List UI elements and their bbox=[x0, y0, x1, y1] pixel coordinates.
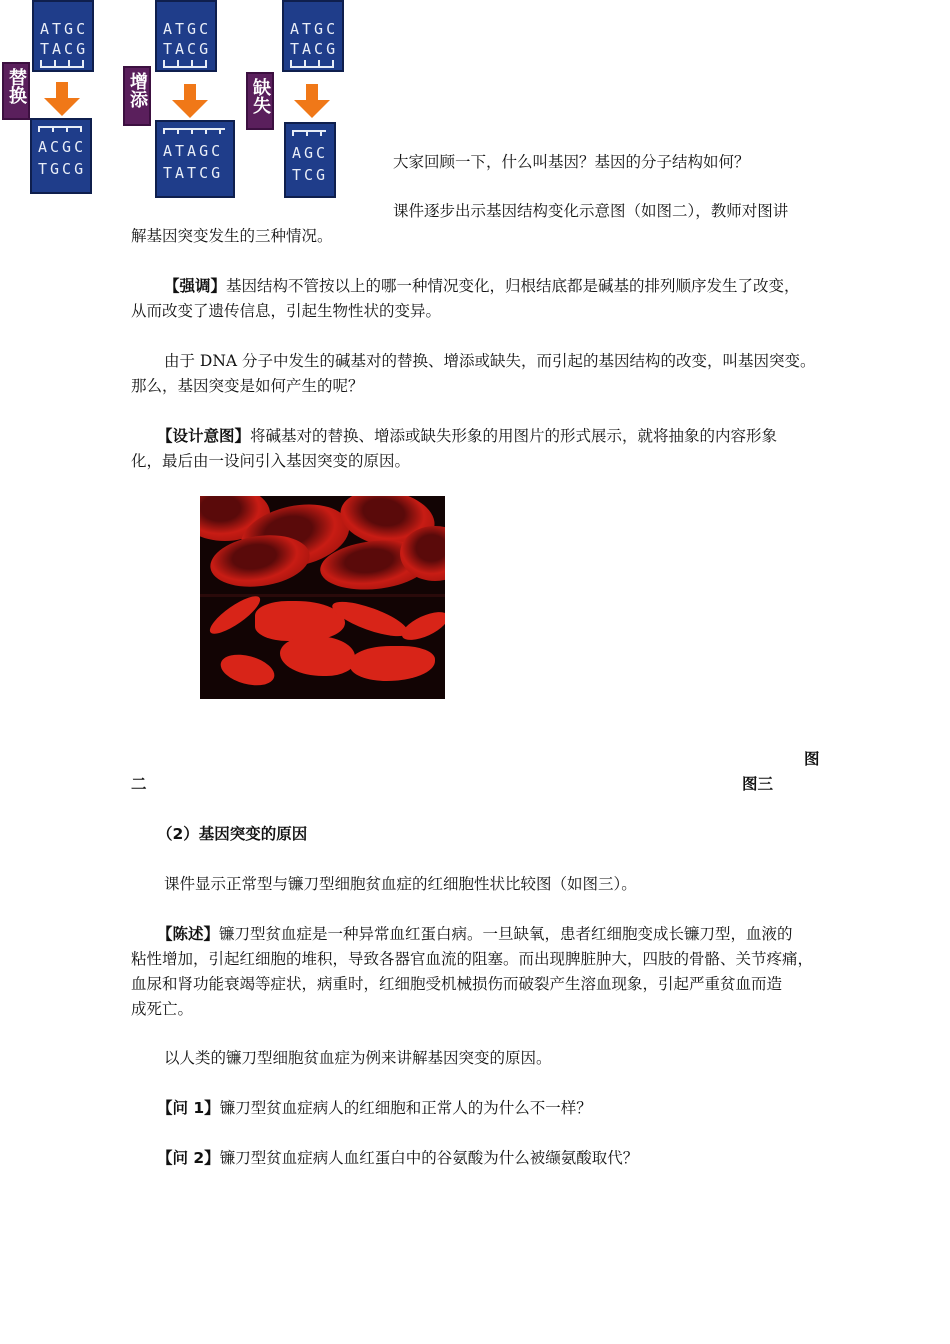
dna-before-substitution bbox=[32, 0, 94, 72]
arrow-down-icon bbox=[172, 84, 208, 120]
paragraph-courseware-figure3: 课件显示正常型与镰刀型细胞贫血症的红细胞性状比较图（如图三）。 bbox=[164, 875, 637, 893]
dna-after-substitution bbox=[30, 118, 92, 194]
dna-strand-top: ATAGC bbox=[163, 142, 224, 160]
paragraph-statement-line4: 成死亡。 bbox=[131, 1000, 194, 1018]
paragraph-definition-line2: 那么，基因突变是如何产生的呢？ bbox=[131, 377, 364, 395]
caption-figure2-part2: 二 bbox=[131, 775, 147, 793]
paragraph-statement-line3: 血尿和肾功能衰竭等症状，病重时，红细胞受机械损伤而破裂产生溶血现象，引起严重贫血而造 bbox=[131, 975, 783, 993]
paragraph-emphasis-line1: 【强调】基因结构不管按以上的哪一种情况变化，归根结底都是碱基的排列顺序发生了改变， bbox=[164, 277, 800, 295]
paragraph-review-question: 大家回顾一下，什么叫基因？基因的分子结构如何？ bbox=[393, 153, 750, 171]
arrow-down-icon bbox=[294, 84, 330, 120]
dna-strand-bottom: TGCG bbox=[38, 160, 87, 178]
paragraph-statement-line2: 粘性增加，引起红细胞的堆积，导致各器官血流的阻塞。而出现脾脏肿大，四肢的骨骼、关节疼痛， bbox=[131, 950, 814, 968]
dna-strand-bottom: TACG bbox=[290, 40, 339, 58]
paragraph-design-line2: 化，最后由一设问引入基因突变的原因。 bbox=[131, 452, 411, 470]
caption-figure3: 图三 bbox=[742, 775, 774, 793]
section-heading: （2）基因突变的原因 bbox=[157, 825, 308, 843]
paragraph-example: 以人类的镰刀型细胞贫血症为例来讲解基因突变的原因。 bbox=[164, 1049, 552, 1067]
label-substitution: 替换 bbox=[2, 62, 30, 120]
dna-strand-bottom: TCG bbox=[292, 166, 329, 184]
dna-strand-top: AGC bbox=[292, 144, 329, 162]
design-intent-tag: 【设计意图】 bbox=[157, 427, 251, 445]
question-1-tag: 【问 1】 bbox=[157, 1099, 220, 1117]
paragraph-courseware-line2: 解基因突变发生的三种情况。 bbox=[131, 227, 333, 245]
paragraph-emphasis-line2: 从而改变了遗传信息，引起生物性状的变异。 bbox=[131, 302, 442, 320]
dna-after-insertion bbox=[155, 120, 235, 198]
question-2: 【问 2】镰刀型贫血症病人血红蛋白中的谷氨酸为什么被缬氨酸取代？ bbox=[157, 1149, 639, 1167]
dna-strand-top: ATGC bbox=[290, 20, 339, 38]
arrow-down-icon bbox=[44, 82, 80, 118]
paragraph-definition-line1: 由于 DNA 分子中发生的碱基对的替换、增添或缺失，而引起的基因结构的改变，叫基因突变。 bbox=[164, 352, 816, 370]
question-1: 【问 1】镰刀型贫血症病人的红细胞和正常人的为什么不一样？ bbox=[157, 1099, 592, 1117]
dna-strand-top: ACGC bbox=[38, 138, 87, 156]
dna-strand-bottom: TATCG bbox=[163, 164, 224, 182]
dna-strand-top: ATGC bbox=[40, 20, 89, 38]
dna-before-deletion bbox=[282, 0, 344, 72]
paragraph-design-line1: 【设计意图】将碱基对的替换、增添或缺失形象的用图片的形式展示，就将抽象的内容形象 bbox=[157, 427, 778, 445]
emphasis-tag: 【强调】 bbox=[164, 277, 227, 295]
label-insertion: 增添 bbox=[123, 66, 151, 126]
dna-strand-top: ATGC bbox=[163, 20, 212, 38]
label-deletion: 缺失 bbox=[246, 72, 274, 130]
dna-strand-bottom: TACG bbox=[40, 40, 89, 58]
figure-red-blood-cells bbox=[200, 496, 445, 699]
question-2-tag: 【问 2】 bbox=[157, 1149, 220, 1167]
dna-strand-bottom: TACG bbox=[163, 40, 212, 58]
statement-tag: 【陈述】 bbox=[157, 925, 220, 943]
dna-after-deletion bbox=[284, 122, 336, 198]
paragraph-statement-line1: 【陈述】镰刀型贫血症是一种异常血红蛋白病。一旦缺氧，患者红细胞变成长镰刀型，血液的 bbox=[157, 925, 793, 943]
dna-before-insertion bbox=[155, 0, 217, 72]
paragraph-courseware-line1: 课件逐步出示基因结构变化示意图（如图二），教师对图讲 bbox=[393, 202, 789, 220]
caption-figure2-part1: 图 bbox=[804, 750, 820, 768]
